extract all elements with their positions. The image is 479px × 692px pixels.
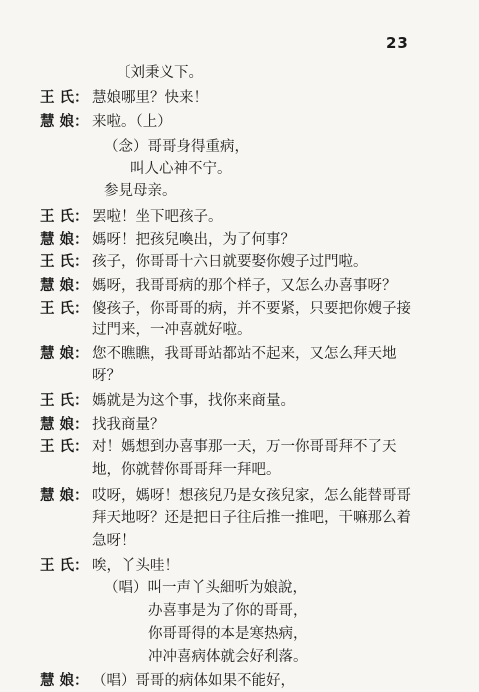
text-line [0,623,479,645]
dialogue-line [0,298,479,320]
line-text: 哎呀，媽呀！想孩兒乃是女孩兒家，怎么能替哥哥 [92,488,411,504]
text-line [0,646,479,668]
text-line [0,136,479,158]
line-text: 对！媽想到办喜事那一天，万一你哥哥拜不了天 [92,439,397,455]
dialogue-line [0,390,479,412]
line-text: （念）哥哥身得重病， [104,139,249,155]
dialogue-line [0,87,479,109]
text-line [0,600,479,622]
line-text: 办喜事是为了你的哥哥， [148,603,308,619]
line-text: 过門来，一冲喜就好啦。 [92,322,252,338]
dialogue-line [0,485,479,507]
speaker-name: 慧 娘： [40,345,89,362]
dialogue-line [0,343,479,365]
speaker-name: 王 氏： [40,557,89,574]
text-line [0,158,479,180]
speaker-name: 王 氏： [40,438,89,455]
line-text: 你哥哥得的本是寒热病， [148,626,308,642]
line-text: 孩子，你哥哥十六日就要娶你嫂子过門啦。 [92,254,368,270]
line-text: 媽呀！把孩兒喚出，为了何事？ [92,232,295,248]
text-line [0,507,479,529]
line-text: 您不瞧瞧，我哥哥站都站不起来，又怎么拜天地 [92,346,397,362]
line-text: 媽呀，我哥哥病的那个样子，又怎么办喜事呀？ [92,278,397,294]
speaker-name: 王 氏： [40,89,89,106]
speaker-name: 慧 娘： [40,277,89,294]
text-line [0,365,479,387]
line-text: 急呀！ [92,533,136,549]
speaker-name: 王 氏： [40,300,89,317]
line-text: 叫人心神不宁。 [130,161,232,177]
line-text: 唉，丫头哇！ [92,558,179,574]
speaker-name: 慧 娘： [40,113,89,130]
line-text: 〔刘秉义下。 [116,65,203,81]
speaker-name: 慧 娘： [40,416,89,433]
text-line [0,319,479,341]
dialogue-line [0,275,479,297]
page-number: 23 [386,34,409,52]
text-line [0,530,479,552]
line-text: 冲冲喜病体就会好利落。 [148,649,308,665]
speaker-name: 慧 娘： [40,672,89,689]
text-line [0,459,479,481]
line-text: 来啦。（上） [92,114,172,130]
line-text: （唱）哥哥的病体如果不能好， [92,673,295,689]
dialogue-line [0,111,479,133]
dialogue-line [0,436,479,458]
stage-direction [0,62,479,84]
line-text: 呀？ [92,368,121,384]
line-text: 媽就是为这个事，找你来商量。 [92,393,295,409]
dialogue-line [0,414,479,436]
line-text: 罢啦！坐下吧孩子。 [92,209,223,225]
line-text: （唱）叫一声丫头細听为娘說， [104,580,307,596]
line-text: 参見母亲。 [104,183,177,199]
speaker-name: 慧 娘： [40,487,89,504]
dialogue-line [0,229,479,251]
dialogue-line [0,555,479,577]
speaker-name: 慧 娘： [40,231,89,248]
line-text: 慧娘哪里？快来！ [92,90,208,106]
speaker-name: 王 氏： [40,253,89,270]
speaker-name: 王 氏： [40,392,89,409]
line-text: 找我商量？ [92,417,165,433]
dialogue-line [0,251,479,273]
speaker-name: 王 氏： [40,208,89,225]
line-text: 拜天地呀？还是把日子往后推一推吧，干嘛那么着 [92,510,411,526]
text-line [0,180,479,202]
line-text: 傻孩子，你哥哥的病，并不要紧，只要把你嫂子接 [92,301,411,317]
dialogue-line [0,670,479,692]
dialogue-line [0,206,479,228]
text-line [0,577,479,599]
line-text: 地，你就替你哥哥拜一拜吧。 [92,462,281,478]
